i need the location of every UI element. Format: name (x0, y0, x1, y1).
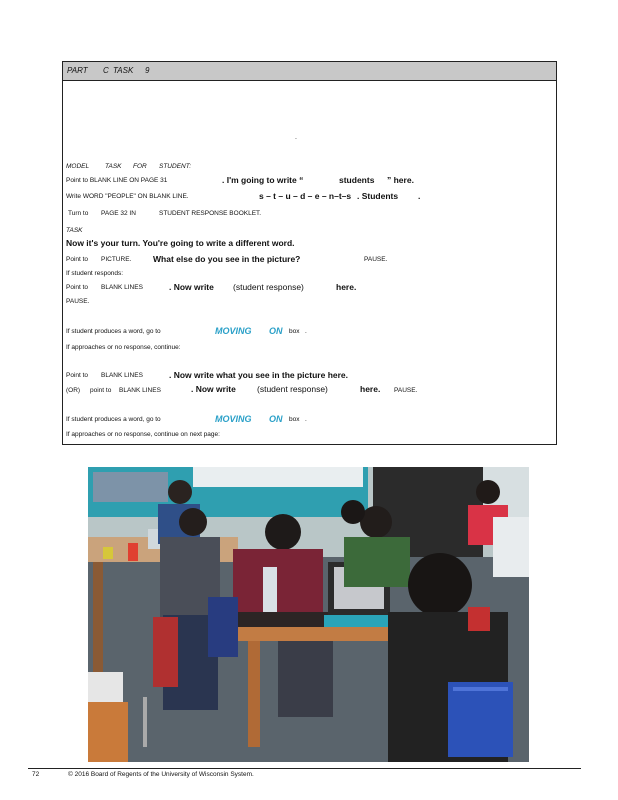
model-line1-b: . I'm going to write “ (222, 175, 304, 185)
pt-c: What else do you see in the picture? (153, 254, 301, 264)
model-for: FOR (133, 163, 147, 170)
model-line1-d: ” here. (387, 175, 414, 185)
turn-b: PAGE 32 IN (101, 210, 136, 217)
moving-on-link-1a[interactable]: MOVING (215, 326, 252, 336)
pt2-d: (student response) (233, 282, 304, 292)
task-header (63, 62, 556, 81)
model-line2-d: . (418, 191, 421, 201)
part-letter: C (103, 66, 109, 75)
page-number: 72 (32, 771, 40, 778)
task-box (62, 61, 557, 445)
or-c: BLANK LINES (119, 387, 161, 394)
model-line2-b: s – t – u – d – e – n–t–s (259, 191, 352, 201)
turn-c: STUDENT RESPONSE BOOKLET. (159, 210, 262, 217)
if-word-1: If student produces a word, go to (66, 328, 161, 335)
task-section-label: TASK (66, 227, 83, 234)
classroom-photo (88, 467, 529, 762)
task-now: Now it's your turn. You're going to write a different word. (66, 238, 295, 248)
pt2-c: . Now write (169, 282, 214, 292)
copyright: © 2016 Board of Regents of the University of Wisconsin System. (68, 771, 254, 778)
pt3-a: Point to (66, 372, 89, 379)
or-g: PAUSE. (394, 387, 418, 394)
model-student: STUDENT: (159, 163, 192, 170)
model-task: TASK (105, 163, 122, 170)
footer-rule (28, 768, 581, 769)
turn-a: Turn to (68, 210, 89, 217)
or-f: here. (360, 384, 381, 394)
approaches-2: If approaches or no response, continue on next page: (66, 431, 220, 438)
or-b: point to (90, 387, 112, 394)
pt2-b: BLANK LINES (101, 284, 143, 291)
model-line2-a: Write WORD "PEOPLE" ON BLANK LINE. (66, 193, 189, 200)
pt3-b: BLANK LINES (101, 372, 143, 379)
pause-1: PAUSE. (364, 256, 388, 263)
model-line1-c: students (339, 175, 375, 185)
pt3-c: . Now write what you see in the picture here. (169, 370, 349, 380)
model-line2-c: . Students (357, 191, 399, 201)
stray-dot: . (295, 134, 297, 141)
pt-a: Point to (66, 256, 89, 263)
moving-on-link-2a[interactable]: MOVING (215, 414, 252, 424)
model-label: MODEL (66, 163, 90, 170)
pt2-e: here. (336, 282, 357, 292)
moving-on-link-1b[interactable]: ON (269, 326, 283, 336)
box-dot-1: . (305, 328, 307, 335)
if-responds: If student responds: (66, 270, 124, 277)
or-e: (student response) (257, 384, 328, 394)
moving-on-link-2b[interactable]: ON (269, 414, 283, 424)
task-label: TASK (113, 66, 134, 75)
box-2: box (289, 416, 300, 423)
box-1: box (289, 328, 300, 335)
pause-2: PAUSE. (66, 298, 90, 305)
model-line1-a: Point to BLANK LINE ON PAGE 31 (66, 177, 168, 184)
if-word-2: If student produces a word, go to (66, 416, 161, 423)
approaches-1: If approaches or no response, continue: (66, 344, 181, 351)
part-label: PART (67, 66, 88, 75)
or-a: (OR) (66, 387, 81, 394)
or-d: . Now write (191, 384, 236, 394)
pt-b: PICTURE. (101, 256, 132, 263)
box-dot-2: . (305, 416, 307, 423)
pt2-a: Point to (66, 284, 89, 291)
task-number: 9 (145, 66, 150, 75)
